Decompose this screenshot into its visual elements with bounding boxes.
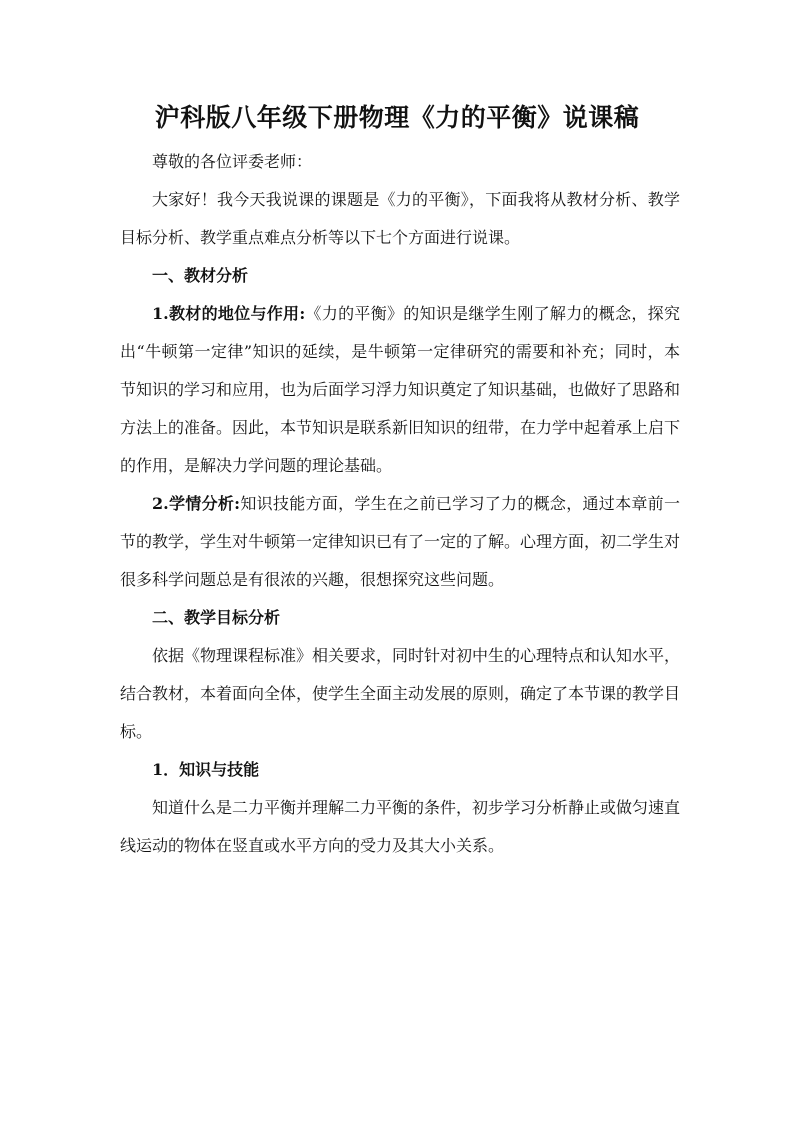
intro-paragraph: 大家好！我今天我说课的课题是《力的平衡》，下面我将从教材分析、教学目标分析、教学重点难点分析等以下七个方面进行说课。	[120, 190, 680, 247]
paragraph-text: 《力的平衡》的知识是继学生刚了解力的概念，探究出“牛顿第一定律”知识的延续，是牛顿第一定律研究的需要和补充；同时，本节知识的学习和应用，也为后面学习浮力知识奠定了知识基础，也做好了思路和方法上的准备。因此，本节知识是联系新旧知识的纽带，在力学中起着承上启下的作用，是解决力学问题的理论基础。	[120, 304, 681, 475]
greeting: 尊敬的各位评委老师：	[152, 152, 313, 171]
paragraph-lead: 2.学情分析:	[152, 494, 241, 513]
subsection-heading-knowledge-skills: 1．知识与技能	[152, 760, 260, 779]
paragraph-text: 知识技能方面，学生在之前已学习了力的概念，通过本章前一节的教学，学生对牛顿第一定律知识已有了一定的了解。心理方面，初二学生对很多科学问题总是有很浓的兴趣，很想探究这些问题。	[120, 494, 681, 589]
document-title: 沪科版八年级下册物理《力的平衡》说课稿	[154, 103, 640, 132]
paragraph-lead: 1.教材的地位与作用:	[152, 304, 306, 323]
document-body	[120, 143, 680, 865]
paragraph-teaching-goals: 依据《物理课程标准》相关要求，同时针对初中生的心理特点和认知水平，结合教材，本着面向全体，使学生全面主动发展的原则，确定了本节课的教学目标。	[120, 646, 681, 741]
paragraph-knowledge-skills: 知道什么是二力平衡并理解二力平衡的条件，初步学习分析静止或做匀速直线运动的物体在竖直或水平方向的受力及其大小关系。	[120, 798, 681, 855]
paragraph-student-analysis	[120, 485, 680, 599]
section-heading-teaching-goals: 二、教学目标分析	[152, 608, 281, 627]
paragraph-status-and-role	[120, 295, 680, 485]
section-heading-textbook-analysis: 一、教材分析	[152, 266, 249, 285]
